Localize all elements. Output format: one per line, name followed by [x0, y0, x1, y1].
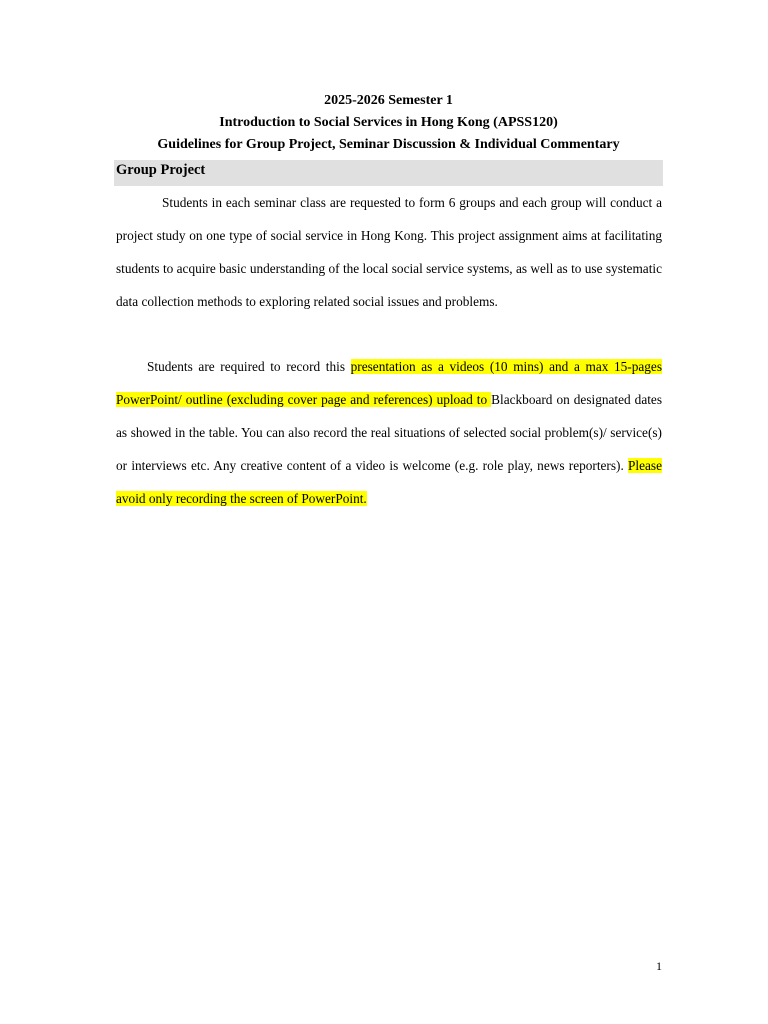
recording-text-part1: Students are required to record this [147, 359, 351, 374]
guidelines-title: Guidelines for Group Project, Seminar Discussion & Individual Commentary [157, 137, 620, 152]
highlighted-video-requirement: presentation as a videos (10 mins) and a max 15-pages PowerPoint/ outline (excluding cover page and references) upload to [116, 359, 663, 407]
paragraph-recording-requirements [116, 350, 662, 515]
recording-text-part2: Blackboard on designated dates as showed in the table. You can also record the real situations of selected social problem(s)/ service(s) or interviews etc. Any creative content of a video is welcome (e.g. role play, news reporters). [116, 392, 662, 473]
semester-title: 2025-2026 Semester 1 [324, 93, 453, 108]
page-number: 1 [656, 959, 662, 973]
paragraph-project-description: Students in each seminar class are requested to form 6 groups and each group will conduct a project study on one type of social service in Hong Kong. This project assignment aims at facilitating students to acquire basic understanding of the local social service systems, as well as to use systematic data collection methods to exploring related social issues and problems. [116, 195, 662, 309]
highlighted-powerpoint-warning: Please avoid only recording the screen of PowerPoint. [116, 458, 662, 506]
section-heading-group-project: Group Project [114, 160, 663, 186]
course-title: Introduction to Social Services in Hong Kong (APSS120) [219, 115, 558, 130]
document-header [114, 90, 663, 156]
